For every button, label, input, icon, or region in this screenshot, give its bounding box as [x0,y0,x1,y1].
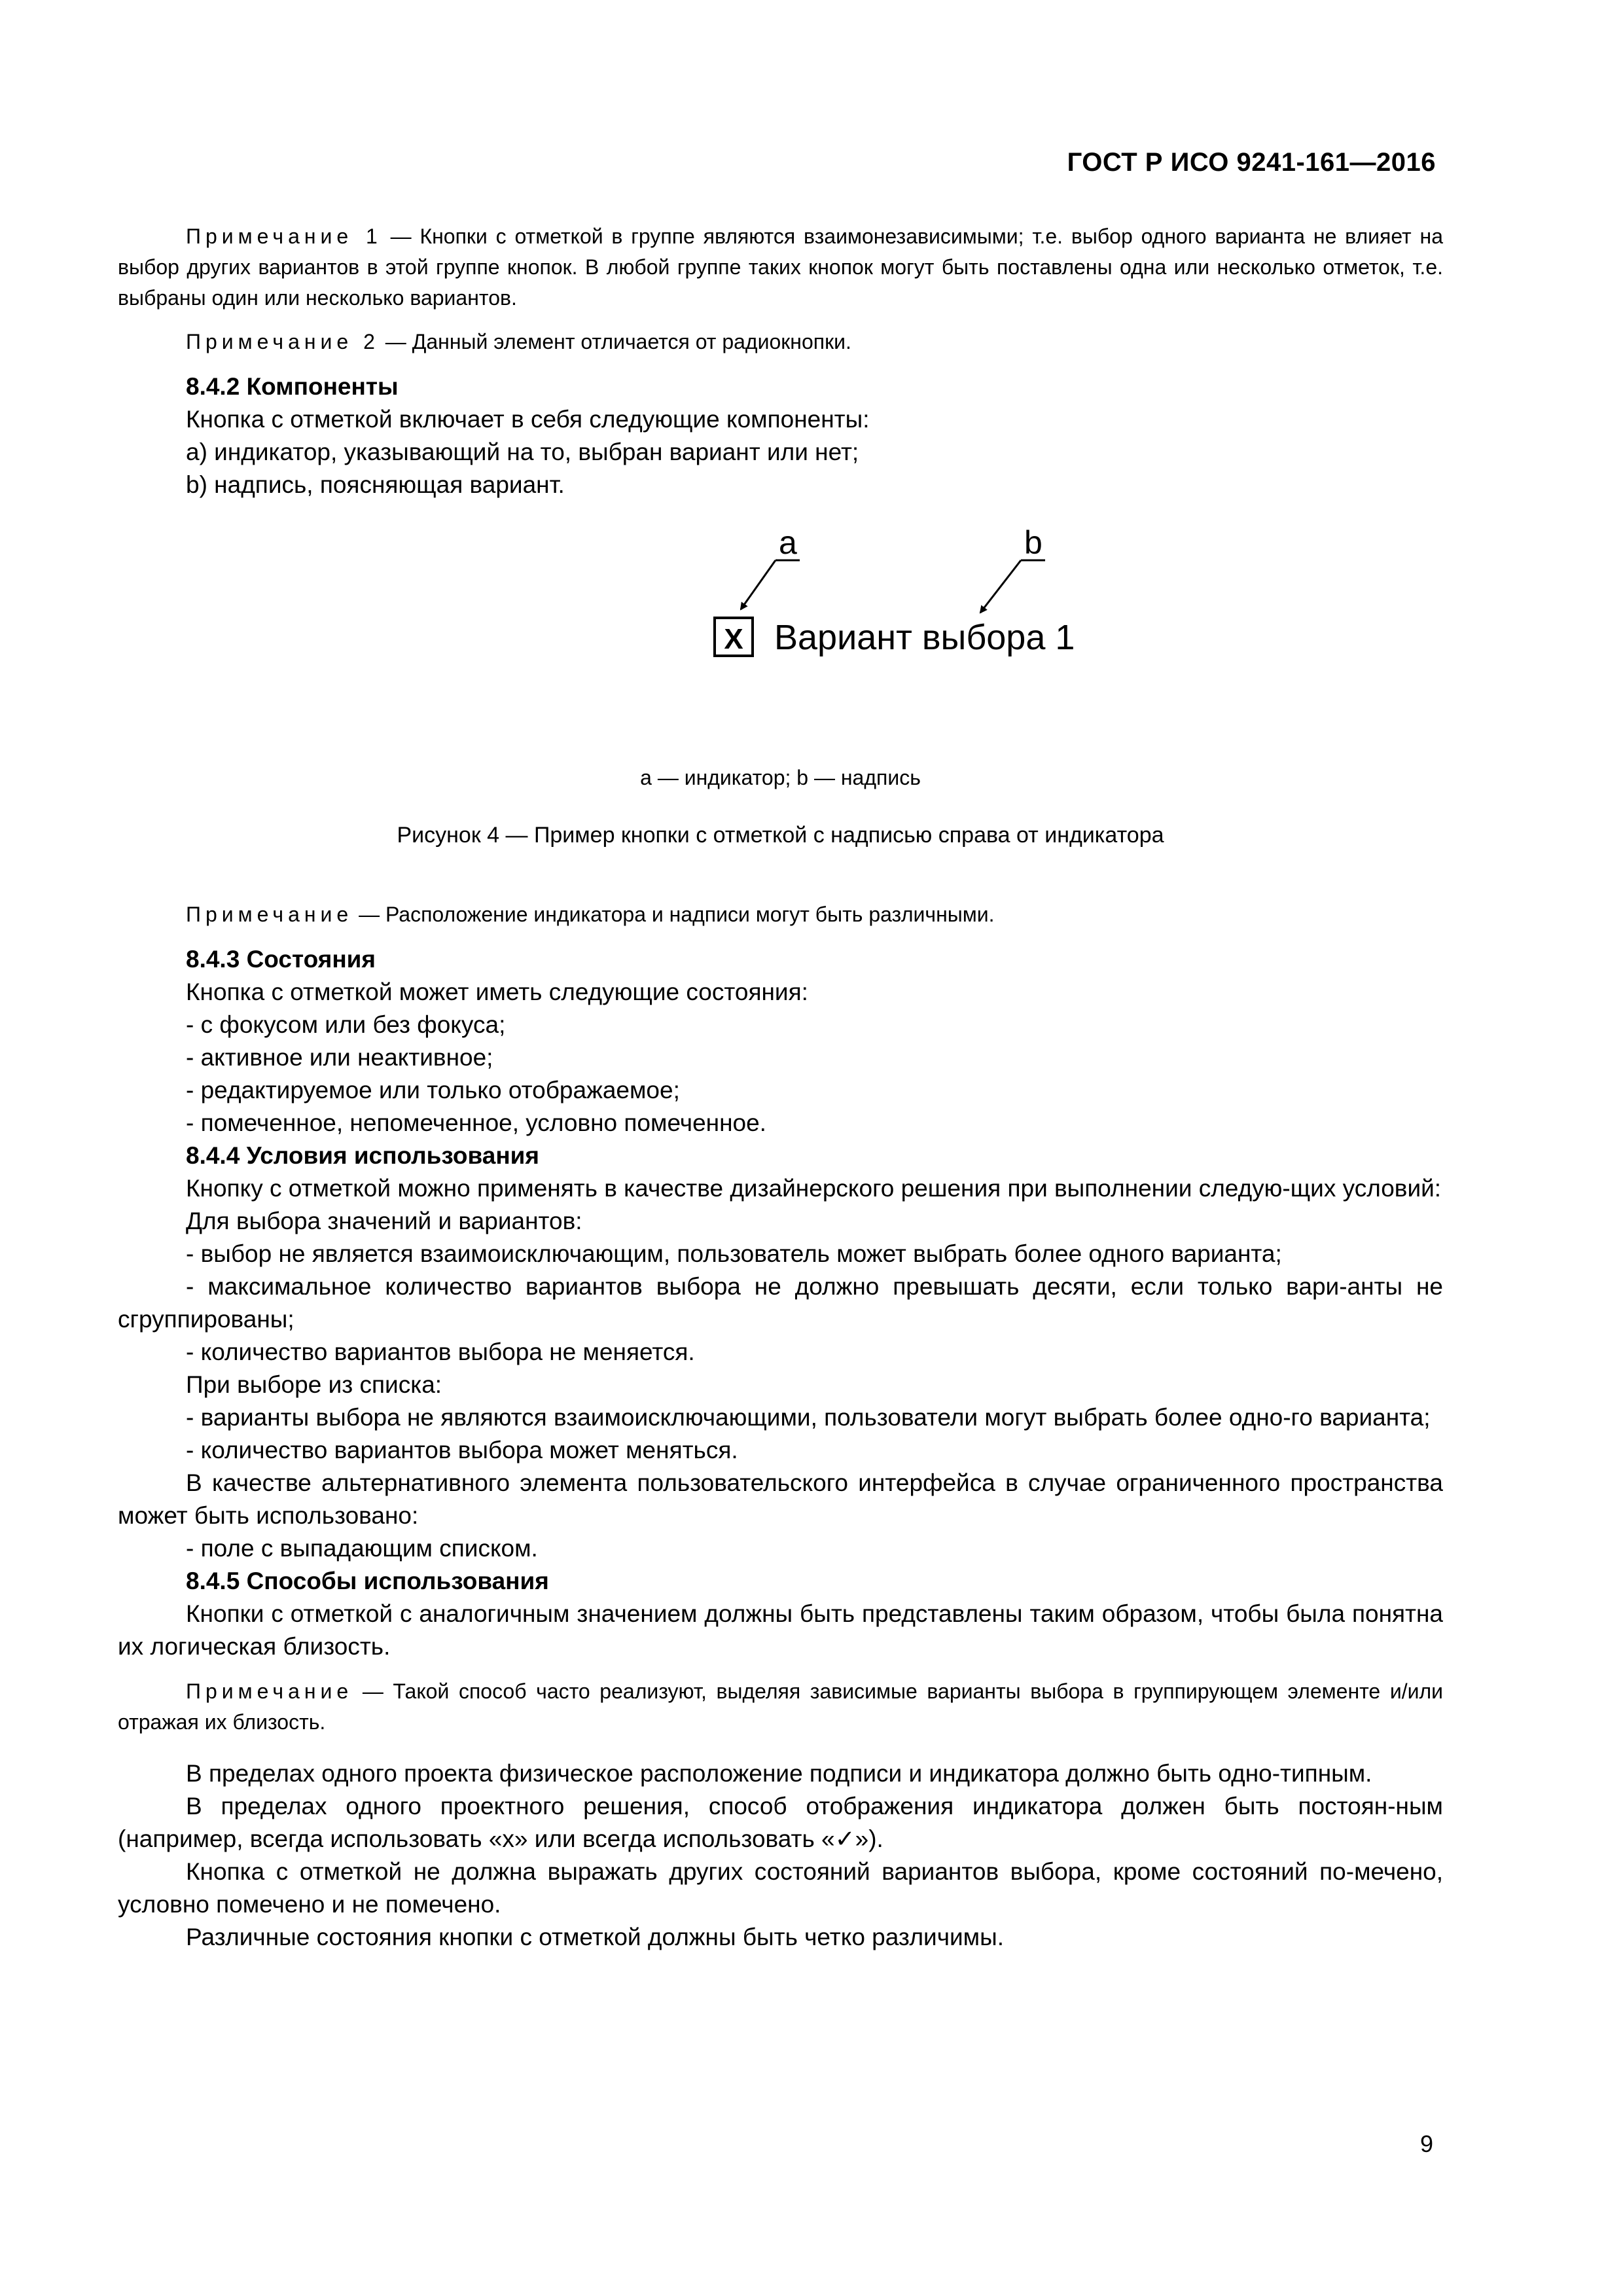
figure-caption: Рисунок 4 — Пример кнопки с отметкой с надписью справа от индикатора [397,823,1164,848]
checkbox-illustration [589,501,1113,691]
list-item: b) надпись, поясняющая вариант. [186,471,565,498]
note-text: — Данный элемент отличается от радиокнопки. [379,330,851,353]
page-content [118,221,1443,1954]
paragraph: В качестве альтернативного элемента пользовательского интерфейса в случае ограниченного пространства может быть использовано: [118,1469,1443,1529]
section-heading-8-4-5: 8.4.5 Способы использования [186,1568,549,1594]
list-item: - активное или неактивное; [186,1044,493,1071]
paragraph: Различные состояния кнопки с отметкой должны быть четко различимы. [186,1924,1004,1950]
paragraph: Кнопку с отметкой можно применять в качестве дизайнерского решения при выполнении следую-щих условий: [186,1175,1442,1202]
section-heading-8-4-3: 8.4.3 Состояния [186,946,376,973]
note-text: — Расположение индикатора и надписи могут быть различными. [353,903,995,926]
checkbox-mark: X [724,623,743,655]
note-2 [118,327,1443,357]
paragraph: Кнопка с отметкой может иметь следующие состояния: [186,978,808,1005]
paragraph: Для выбора значений и вариантов: [186,1208,582,1234]
figure-legend: а — индикатор; b — надпись [640,766,921,789]
page-number: 9 [1419,2130,1433,2157]
list-item: - с фокусом или без фокуса; [186,1011,506,1038]
list-item: - варианты выбора не являются взаимоисключающими, пользователи могут выбрать более одно-го варианта; [186,1404,1431,1431]
list-item: а) индикатор, указывающий на то, выбран вариант или нет; [186,439,859,465]
paragraph: Кнопка с отметкой включает в себя следующие компоненты: [186,406,870,433]
paragraph: В пределах одного проектного решения, способ отображения индикатора должен быть постоян-ным (например, всегда использовать «х» или всегда использовать «✓»). [118,1793,1443,1852]
document-header: ГОСТ Р ИСО 9241-161—2016 [1067,148,1436,177]
note-text: — Кнопки с отметкой в группе являются взаимонезависимыми; т.е. выбор одного варианта не влияет на выбор других вариантов в этой группе кнопок. В любой группе таких кнопок могут быть поставлены одна или несколько отметок, т.е. выбраны один или несколько вариантов. [118,224,1444,310]
list-item: - помеченное, непомеченное, условно помеченное. [186,1109,766,1136]
list-item: - выбор не является взаимоисключающим, пользователь может выбрать более одного варианта; [186,1240,1282,1267]
list-item: - количество вариантов выбора не меняется. [186,1338,695,1365]
figure-4 [118,501,1443,763]
list-item: - поле с выпадающим списком. [186,1535,538,1562]
paragraph: Кнопки с отметкой с аналогичным значением должны быть представлены таким образом, чтобы была понятна их логическая близость. [118,1600,1443,1660]
callout-a-arrow [741,560,776,609]
note-label: Примечание [186,903,353,926]
note-grouping [118,1676,1443,1738]
list-item: - максимальное количество вариантов выбора не должно превышать десяти, если только вари-анты не сгруппированы; [118,1273,1443,1333]
paragraph: В пределах одного проекта физическое расположение подписи и индикатора должно быть одно-типным. [186,1760,1372,1787]
paragraph: Кнопка с отметкой не должна выражать других состояний вариантов выбора, кроме состояний по-мечено, условно помечено и не помечено. [118,1858,1443,1918]
note-label: Примечание 2 [186,330,380,353]
list-item: - редактируемое или только отображаемое; [186,1077,680,1103]
callout-b-label: b [1024,524,1043,561]
note-label: Примечание 1 [186,224,382,248]
note-text: — Такой способ часто реализуют, выделяя зависимые варианты выбора в группирующем элементе и/или отражая их близость. [118,1679,1443,1734]
section-heading-8-4-2: 8.4.2 Компоненты [186,373,399,400]
note-1 [118,221,1443,314]
section-heading-8-4-4: 8.4.4 Условия использования [186,1142,540,1169]
note-position [118,899,1443,930]
callout-b-arrow [980,560,1021,613]
callout-a-label: a [779,524,797,561]
list-item: - количество вариантов выбора может меняться. [186,1437,738,1463]
note-label: Примечание [186,1679,353,1703]
option-label: Вариант выбора 1 [774,618,1075,657]
paragraph: При выборе из списка: [186,1371,442,1398]
